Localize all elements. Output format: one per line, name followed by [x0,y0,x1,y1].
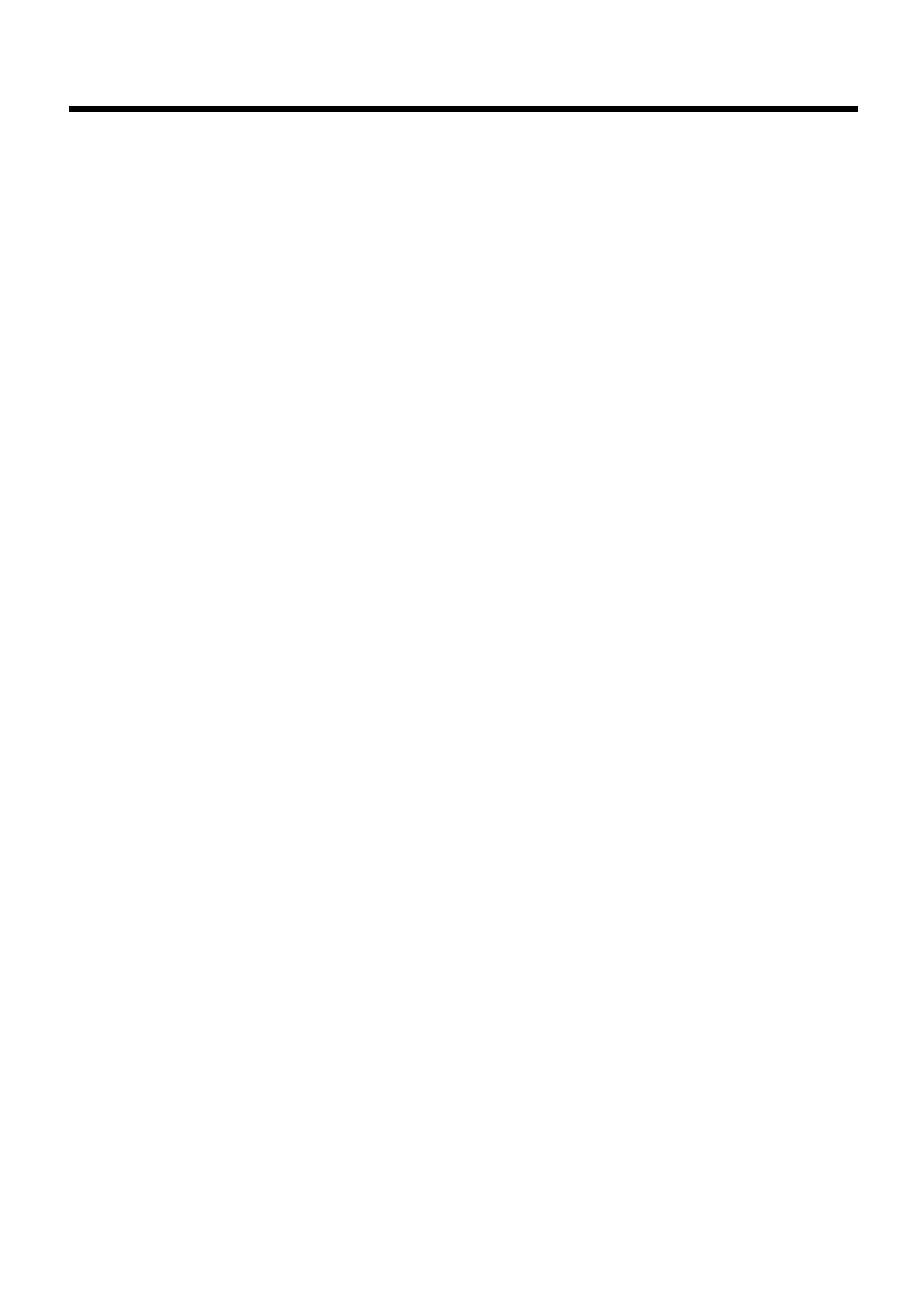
table-cell [530,111,858,112]
table-cell [70,111,160,112]
table-row [70,111,858,112]
table-cell [160,111,360,112]
election-methods-table [69,106,858,112]
document-page [69,82,861,112]
table-cell [360,111,530,112]
